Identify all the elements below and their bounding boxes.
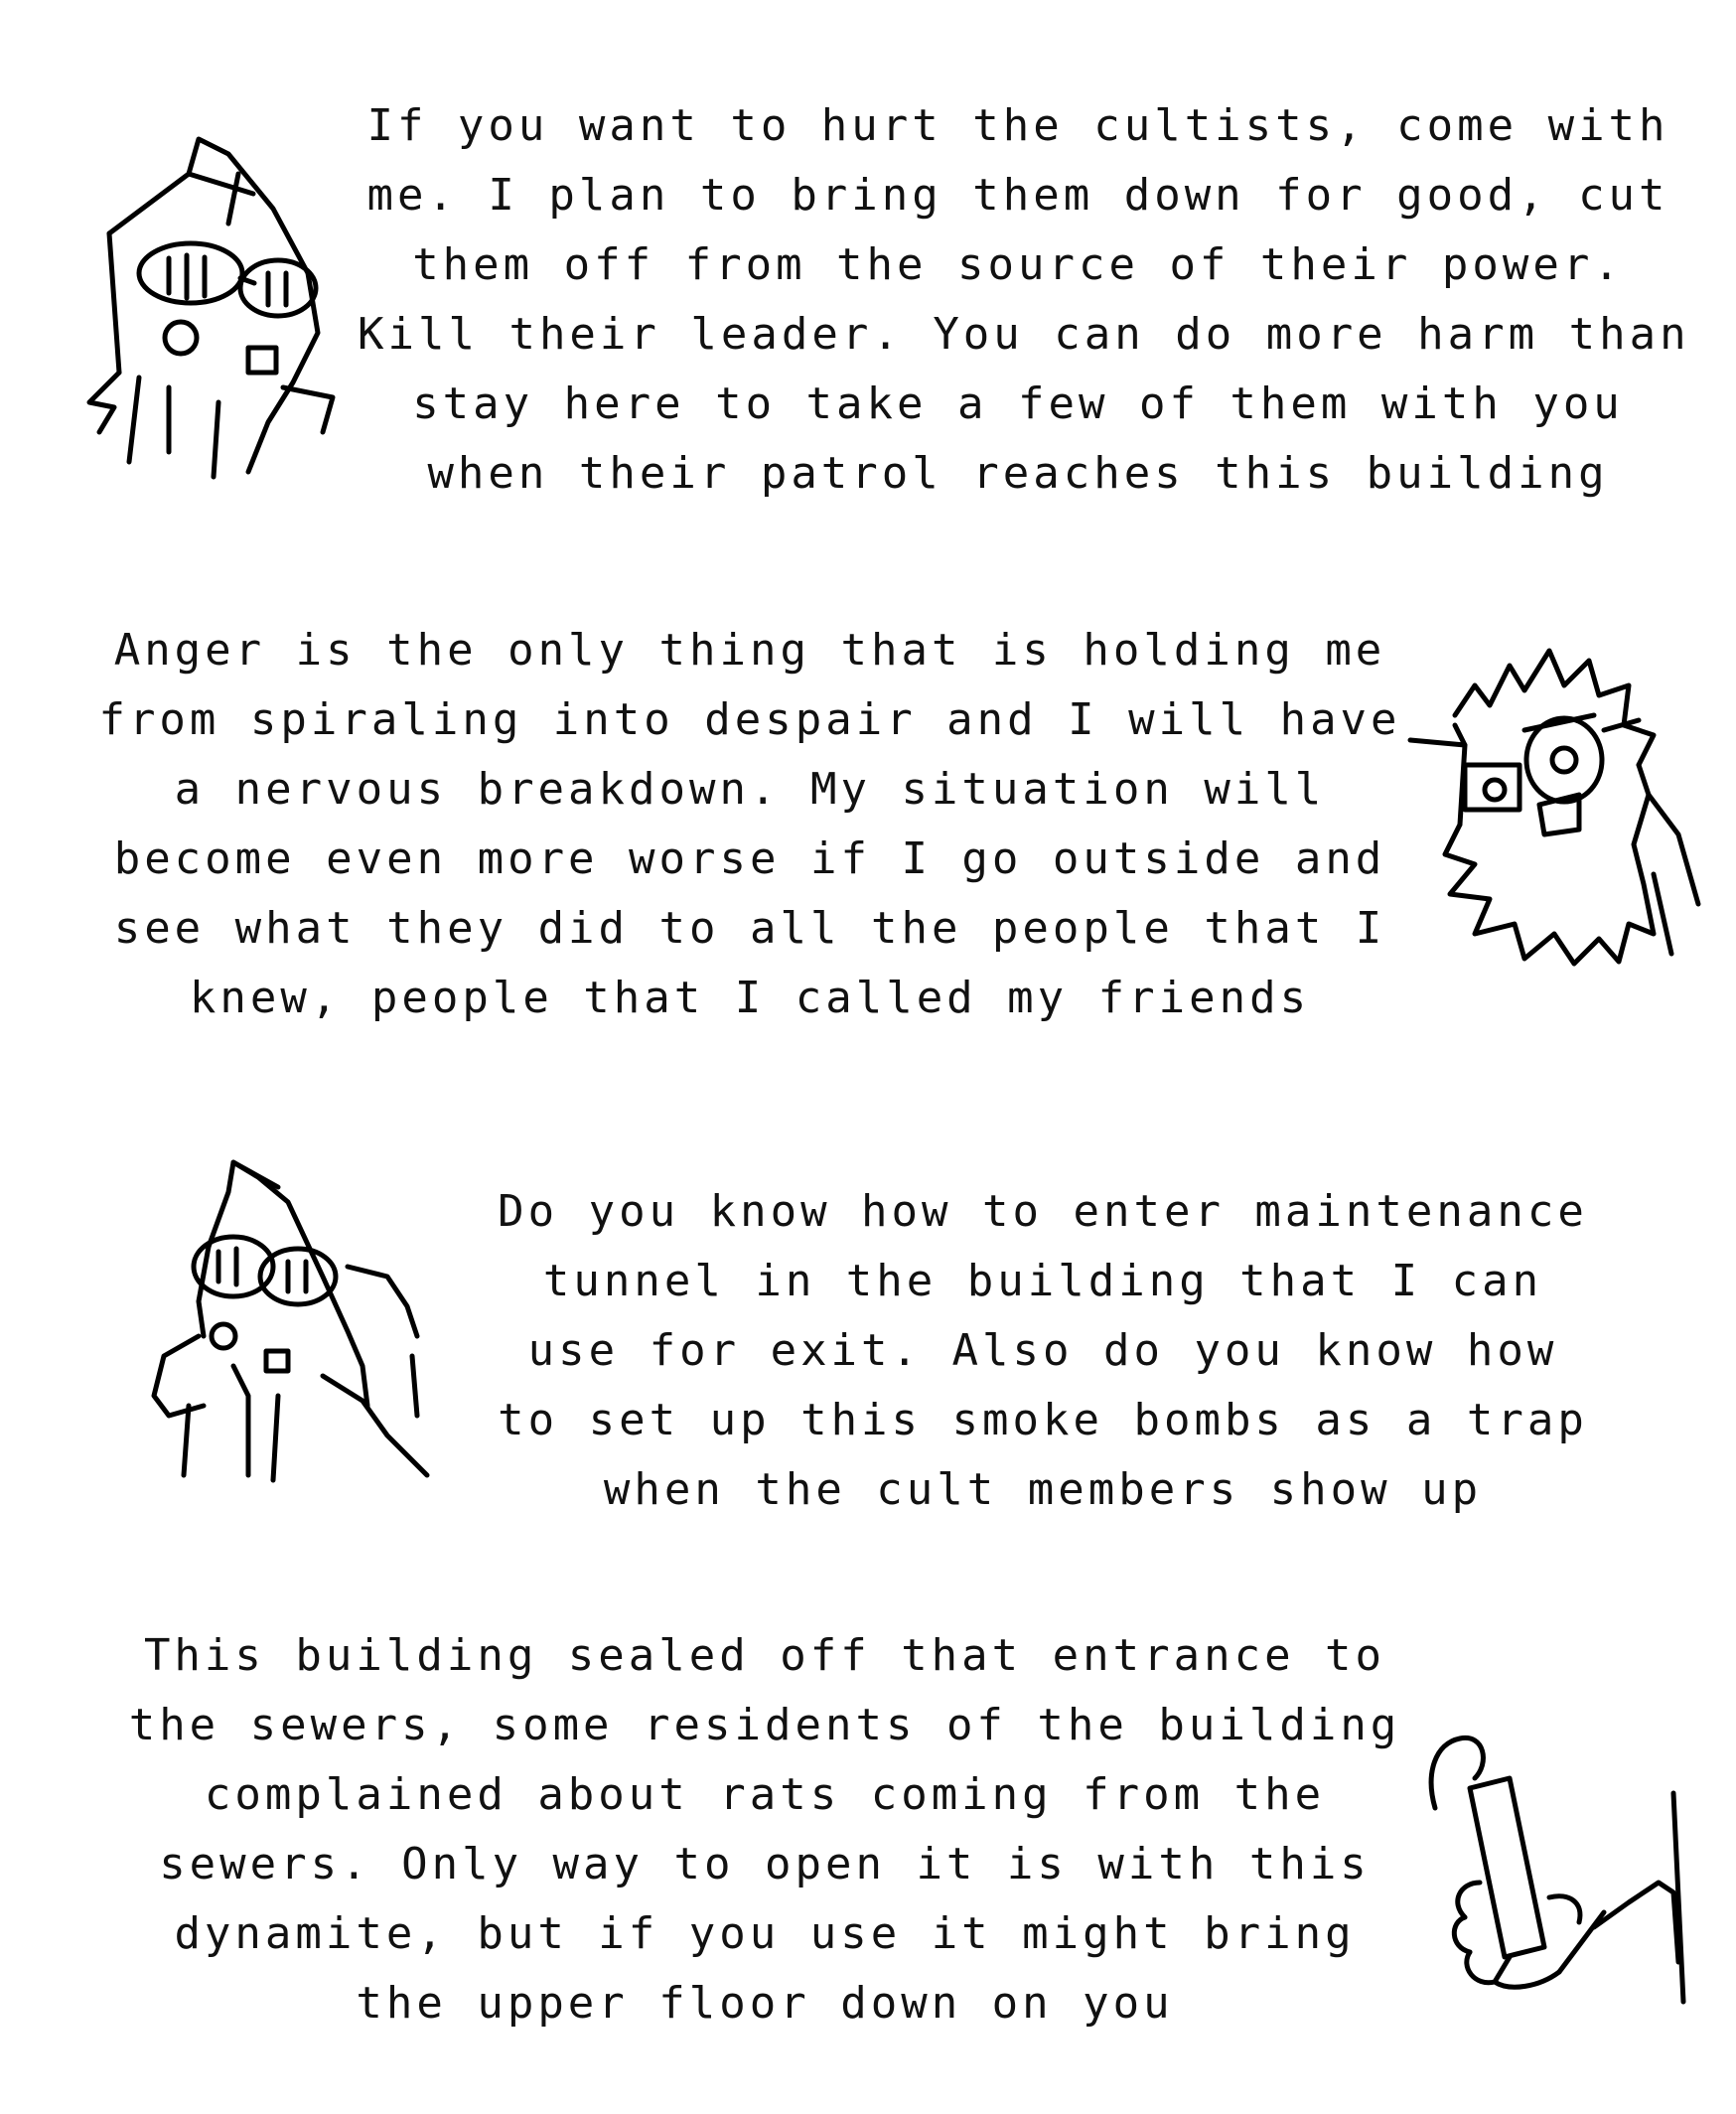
dialogue-line: If you want to hurt the cultists, come with — [366, 100, 1669, 151]
dialogue-line: use for exit. Also do you know how — [527, 1325, 1558, 1376]
dialogue-line: Kill their leader. You can do more harm than — [358, 309, 1690, 360]
dialogue-line: when their patrol reaches this building — [427, 448, 1609, 499]
dialogue-line: Do you know how to enter maintenance — [498, 1186, 1588, 1237]
dialogue-line: the upper floor down on you — [356, 1978, 1174, 2029]
dialogue-line: tunnel in the building that I can — [542, 1256, 1543, 1306]
hand-holding-dynamite-icon — [1420, 1734, 1698, 2012]
dialogue-text-4 — [119, 1621, 1410, 2038]
dialogue-line: complained about rats coming from the — [204, 1769, 1326, 1820]
dialogue-line: sewers. Only way to open it is with this — [159, 1839, 1371, 1889]
hooded-goggles-character-icon — [79, 134, 338, 482]
dialogue-line: dynamite, but if you use it might bring — [174, 1908, 1356, 1959]
dialogue-line: Anger is the only thing that is holding me — [113, 625, 1386, 676]
dialogue-line: the sewers, some residents of the building — [128, 1700, 1401, 1750]
dialogue-line: from spiraling into despair and I will have — [98, 694, 1401, 745]
dialogue-line: become even more worse if I go outside and — [113, 833, 1386, 884]
dialogue-line: a nervous breakdown. My situation will — [174, 764, 1326, 815]
bearded-angry-old-man-icon — [1405, 646, 1703, 974]
dialogue-line: knew, people that I called my friends — [189, 973, 1311, 1023]
dialogue-line: stay here to take a few of them with you — [412, 378, 1624, 429]
dialogue-line: me. I plan to bring them down for good, cut — [366, 170, 1669, 221]
hooded-goggles-character-pointing-icon — [149, 1157, 432, 1485]
dialogue-text-3 — [497, 1177, 1589, 1525]
dialogue-line: This building sealed off that entrance to — [143, 1630, 1386, 1681]
dialogue-line: see what they did to all the people that I — [113, 903, 1386, 954]
dialogue-line: to set up this smoke bombs as a trap — [498, 1395, 1588, 1445]
dialogue-text-1 — [358, 91, 1690, 509]
dialogue-line: them off from the source of their power. — [412, 239, 1624, 290]
dialogue-line: when the cult members show up — [603, 1464, 1483, 1515]
dialogue-text-2 — [94, 616, 1405, 1033]
